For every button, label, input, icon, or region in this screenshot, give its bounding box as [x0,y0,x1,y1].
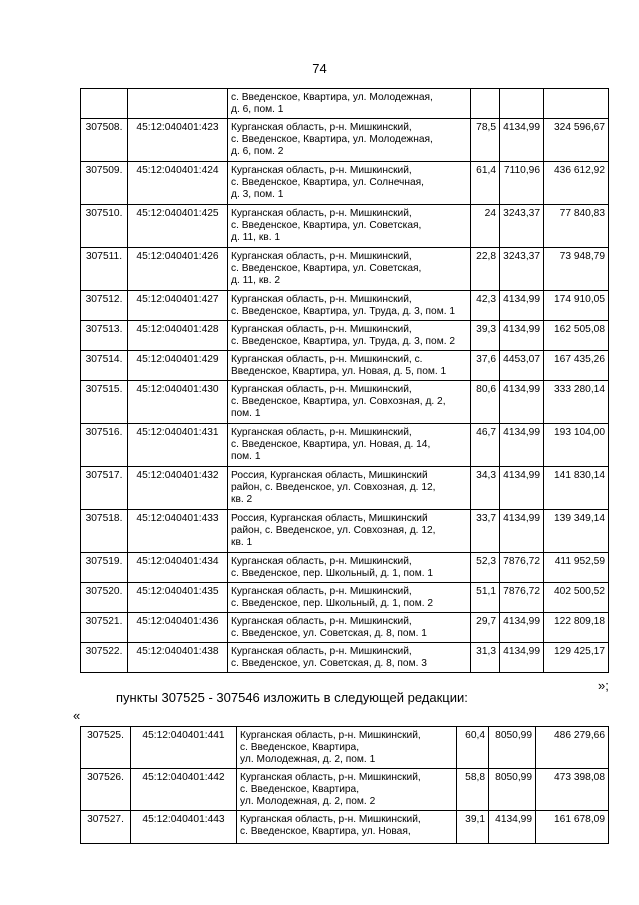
cell-area: 78,5 [471,119,500,162]
cell-area: 60,4 [457,727,489,769]
cell-cadastral-value: 324 596,67 [544,119,609,162]
cell-cadastral-value: 161 678,09 [536,811,609,844]
cell-address: Курганская область, р-н. Мишкинский, с. Введенское, Квартира, ул. Молодежная, д. 2, пом. 2 [237,769,457,811]
opening-quote: « [73,708,81,723]
cell-row-number: 307512. [81,291,128,321]
cell-cadastral-value: 473 398,08 [536,769,609,811]
cell-area: 58,8 [457,769,489,811]
cell-row-number: 307525. [81,727,131,769]
cell-cadastral-value: 122 809,18 [544,613,609,643]
cell-cadastral-number: 45:12:040401:423 [128,119,228,162]
cell-row-number: 307522. [81,643,128,673]
cell-area: 61,4 [471,162,500,205]
cell-unit-value: 7876,72 [500,553,544,583]
cell-unit-value: 7110,96 [500,162,544,205]
cell-area: 51,1 [471,583,500,613]
cell-address: Курганская область, р-н. Мишкинский, с. Введенское, Квартира, ул. Молодежная, д. 2, пом. 1 [237,727,457,769]
cell-cadastral-number: 45:12:040401:428 [128,321,228,351]
cell-area: 80,6 [471,381,500,424]
cell-area: 33,7 [471,510,500,553]
cell-unit-value: 4134,99 [500,643,544,673]
table-row [81,321,609,351]
cell-cadastral-value: 162 505,08 [544,321,609,351]
cell-address: Курганская область, р-н. Мишкинский, с. Введенское, пер. Школьный, д. 1, пом. 2 [228,583,471,613]
cell-cadastral-value [544,89,609,119]
cell-cadastral-number: 45:12:040401:429 [128,351,228,381]
cell-area: 24 [471,205,500,248]
cell-row-number: 307519. [81,553,128,583]
cell-unit-value: 4134,99 [489,811,536,844]
table-row [81,769,609,811]
cell-address: Курганская область, р-н. Мишкинский, с. Введенское, пер. Школьный, д. 1, пом. 1 [228,553,471,583]
page-number: 74 [312,61,327,76]
cell-cadastral-number: 45:12:040401:435 [128,583,228,613]
cell-cadastral-value: 436 612,92 [544,162,609,205]
cell-cadastral-value: 486 279,66 [536,727,609,769]
cell-cadastral-value: 402 500,52 [544,583,609,613]
cell-cadastral-value: 141 830,14 [544,467,609,510]
cell-address: Курганская область, р-н. Мишкинский, с. Введенское, ул. Советская, д. 8, пом. 3 [228,643,471,673]
cell-address: Курганская область, р-н. Мишкинский, с. Введенское, Квартира, ул. Труда, д. 3, пом. 1 [228,291,471,321]
cell-row-number: 307509. [81,162,128,205]
cell-cadastral-number: 45:12:040401:431 [128,424,228,467]
cell-cadastral-value: 174 910,05 [544,291,609,321]
cell-unit-value: 4134,99 [500,321,544,351]
table-row [81,248,609,291]
cell-row-number: 307508. [81,119,128,162]
cell-address: Курганская область, р-н. Мишкинский, с. Введенское, Квартира, ул. Солнечная, д. 3, пом. 1 [228,162,471,205]
cell-cadastral-number: 45:12:040401:424 [128,162,228,205]
cell-address: Курганская область, р-н. Мишкинский, с. Введенское, Квартира, ул. Молодежная, д. 6, пом. 2 [228,119,471,162]
cell-cadastral-number: 45:12:040401:433 [128,510,228,553]
cell-cadastral-number: 45:12:040401:442 [131,769,237,811]
cell-cadastral-number: 45:12:040401:436 [128,613,228,643]
table-row [81,291,609,321]
table-row [81,119,609,162]
cell-cadastral-number: 45:12:040401:432 [128,467,228,510]
table-row [81,643,609,673]
cell-row-number: 307517. [81,467,128,510]
cell-unit-value: 3243,37 [500,248,544,291]
cell-cadastral-value: 129 425,17 [544,643,609,673]
cell-unit-value: 7876,72 [500,583,544,613]
cell-address: Россия, Курганская область, Мишкинский район, с. Введенское, ул. Совхозная, д. 12, кв. 1 [228,510,471,553]
table-row [81,467,609,510]
cell-address: Курганская область, р-н. Мишкинский, с. Введенское, Квартира, ул. Советская, д. 11, кв. 1 [228,205,471,248]
cell-cadastral-value: 73 948,79 [544,248,609,291]
closing-quote: »; [598,678,609,693]
cell-row-number: 307510. [81,205,128,248]
property-table-1 [80,88,609,673]
cell-unit-value: 8050,99 [489,769,536,811]
cell-area: 39,1 [457,811,489,844]
cell-row-number: 307515. [81,381,128,424]
cell-cadastral-number: 45:12:040401:427 [128,291,228,321]
cell-unit-value: 8050,99 [489,727,536,769]
cell-row-number: 307514. [81,351,128,381]
cell-unit-value: 4134,99 [500,510,544,553]
cell-unit-value [500,89,544,119]
cell-cadastral-value: 77 840,83 [544,205,609,248]
cell-address: Курганская область, р-н. Мишкинский, с. Введенское, Квартира, ул. Труда, д. 3, пом. 2 [228,321,471,351]
cell-row-number: 307521. [81,613,128,643]
cell-cadastral-value: 411 952,59 [544,553,609,583]
cell-unit-value: 4134,99 [500,291,544,321]
cell-row-number [81,89,128,119]
table-row [81,381,609,424]
cell-cadastral-number: 45:12:040401:425 [128,205,228,248]
cell-cadastral-number: 45:12:040401:441 [131,727,237,769]
cell-row-number: 307527. [81,811,131,844]
cell-cadastral-number [128,89,228,119]
cell-area [471,89,500,119]
cell-area: 34,3 [471,467,500,510]
cell-cadastral-number: 45:12:040401:426 [128,248,228,291]
property-table-2 [80,726,609,844]
cell-address: Курганская область, р-н. Мишкинский, с. Введенское, Квартира, ул. Новая, д. 5, пом. 1 [228,351,471,381]
cell-address: Курганская область, р-н. Мишкинский, с. Введенское, Квартира, ул. Новая, [237,811,457,844]
table-row [81,162,609,205]
cell-address: Курганская область, р-н. Мишкинский, с. Введенское, Квартира, ул. Советская, д. 11, кв. 2 [228,248,471,291]
cell-unit-value: 4134,99 [500,467,544,510]
cell-unit-value: 4134,99 [500,381,544,424]
table-row [81,510,609,553]
cell-cadastral-value: 193 104,00 [544,424,609,467]
cell-area: 37,6 [471,351,500,381]
cell-area: 22,8 [471,248,500,291]
cell-row-number: 307526. [81,769,131,811]
table-row [81,727,609,769]
cell-unit-value: 4453,07 [500,351,544,381]
table-row [81,553,609,583]
cell-cadastral-number: 45:12:040401:434 [128,553,228,583]
cell-area: 31,3 [471,643,500,673]
cell-area: 29,7 [471,613,500,643]
cell-cadastral-value: 333 280,14 [544,381,609,424]
cell-address: Курганская область, р-н. Мишкинский, с. Введенское, Квартира, ул. Новая, д. 14, пом. 1 [228,424,471,467]
table-row [81,89,609,119]
cell-area: 42,3 [471,291,500,321]
table-row [81,351,609,381]
cell-cadastral-number: 45:12:040401:443 [131,811,237,844]
cell-row-number: 307520. [81,583,128,613]
cell-area: 52,3 [471,553,500,583]
table-row [81,613,609,643]
cell-row-number: 307511. [81,248,128,291]
cell-cadastral-number: 45:12:040401:430 [128,381,228,424]
table-row [81,424,609,467]
table-row [81,583,609,613]
cell-unit-value: 4134,99 [500,613,544,643]
amendment-instruction: пункты 307525 - 307546 изложить в следующей редакции: [116,690,468,705]
cell-address: с. Введенское, Квартира, ул. Молодежная, д. 6, пом. 1 [228,89,471,119]
cell-row-number: 307516. [81,424,128,467]
cell-row-number: 307513. [81,321,128,351]
cell-unit-value: 3243,37 [500,205,544,248]
cell-unit-value: 4134,99 [500,119,544,162]
table-row [81,811,609,844]
cell-area: 46,7 [471,424,500,467]
cell-address: Курганская область, р-н. Мишкинский, с. Введенское, Квартира, ул. Совхозная, д. 2, пом. 1 [228,381,471,424]
cell-cadastral-value: 139 349,14 [544,510,609,553]
cell-address: Россия, Курганская область, Мишкинский район, с. Введенское, ул. Совхозная, д. 12, кв. 2 [228,467,471,510]
cell-area: 39,3 [471,321,500,351]
cell-address: Курганская область, р-н. Мишкинский, с. Введенское, ул. Советская, д. 8, пом. 1 [228,613,471,643]
cell-cadastral-value: 167 435,26 [544,351,609,381]
cell-unit-value: 4134,99 [500,424,544,467]
cell-cadastral-number: 45:12:040401:438 [128,643,228,673]
table-row [81,205,609,248]
cell-row-number: 307518. [81,510,128,553]
